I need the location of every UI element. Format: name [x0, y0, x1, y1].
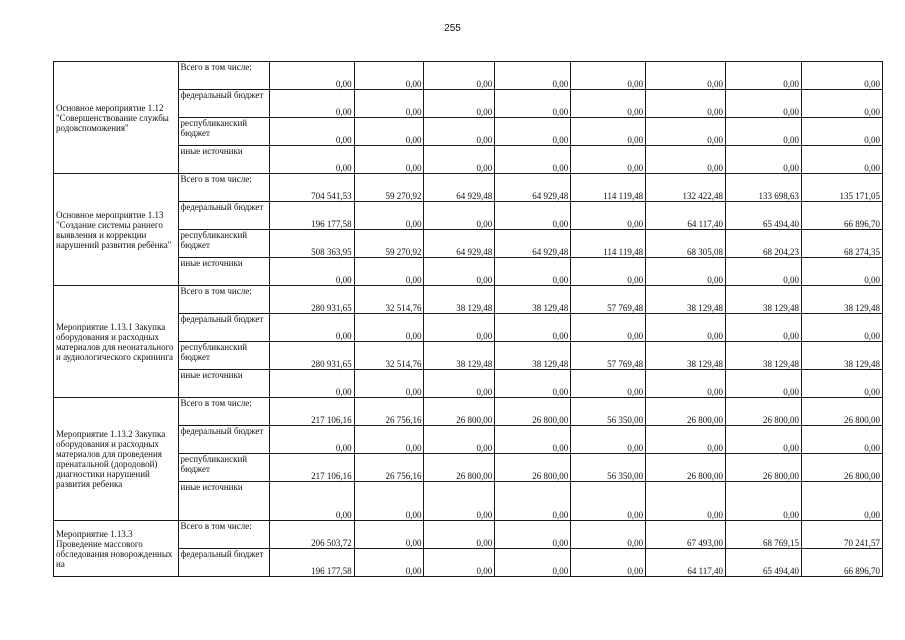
- funding-source-cell: республиканский бюджет: [178, 454, 269, 482]
- amount-cell: 0,00: [726, 118, 802, 146]
- amount-cell: 0,00: [801, 426, 882, 454]
- amount-cell: 26 800,00: [424, 454, 495, 482]
- amount-cell: 0,00: [495, 62, 571, 90]
- amount-cell: 57 769,48: [571, 286, 646, 314]
- amount-cell: 0,00: [354, 426, 424, 454]
- amount-cell: 64 117,40: [646, 549, 726, 577]
- amount-cell: 196 177,58: [269, 549, 354, 577]
- amount-cell: 0,00: [269, 314, 354, 342]
- amount-cell: 38 129,48: [801, 286, 882, 314]
- amount-cell: 0,00: [495, 118, 571, 146]
- amount-cell: 0,00: [269, 370, 354, 398]
- table-row: [54, 454, 883, 482]
- amount-cell: 65 494,40: [726, 549, 802, 577]
- amount-cell: 26 756,16: [354, 398, 424, 426]
- amount-cell: 0,00: [354, 482, 424, 521]
- amount-cell: 0,00: [495, 482, 571, 521]
- measure-title-cell: Основное мероприятие 1.13 "Создание системы раннего выявления и коррекции нарушений развития ребёнка": [54, 174, 179, 286]
- amount-cell: 0,00: [646, 370, 726, 398]
- amount-cell: 26 800,00: [726, 454, 802, 482]
- amount-cell: 0,00: [801, 118, 882, 146]
- amount-cell: 0,00: [424, 314, 495, 342]
- table-row: [54, 426, 883, 454]
- amount-cell: 38 129,48: [726, 342, 802, 370]
- amount-cell: 26 800,00: [646, 398, 726, 426]
- amount-cell: 0,00: [354, 370, 424, 398]
- funding-source-cell: федеральный бюджет: [178, 426, 269, 454]
- funding-source-cell: федеральный бюджет: [178, 314, 269, 342]
- amount-cell: 0,00: [646, 482, 726, 521]
- amount-cell: 64 929,48: [424, 174, 495, 202]
- amount-cell: 0,00: [269, 258, 354, 286]
- page-number: 255: [444, 23, 461, 34]
- amount-cell: 0,00: [269, 90, 354, 118]
- amount-cell: 56 350,00: [571, 398, 646, 426]
- measure-title-cell: Мероприятие 1.13.1 Закупка оборудования и расходных материалов для неонатального и аудиологического скрининга: [54, 286, 179, 398]
- amount-cell: 64 929,48: [495, 230, 571, 258]
- funding-source-cell: иные источники: [178, 146, 269, 174]
- table-row: [54, 342, 883, 370]
- amount-cell: 66 896,70: [801, 202, 882, 230]
- table-row: [54, 549, 883, 577]
- amount-cell: 38 129,48: [424, 342, 495, 370]
- amount-cell: 0,00: [354, 521, 424, 549]
- amount-cell: 26 800,00: [801, 398, 882, 426]
- table-row: [54, 118, 883, 146]
- amount-cell: 26 800,00: [801, 454, 882, 482]
- amount-cell: 57 769,48: [571, 342, 646, 370]
- amount-cell: 0,00: [726, 258, 802, 286]
- amount-cell: 0,00: [571, 482, 646, 521]
- amount-cell: 133 698,63: [726, 174, 802, 202]
- measure-title-cell: Мероприятие 1.13.2 Закупка оборудования и расходных материалов для проведения пренатальной (дородовой) диагностики нарушений развития ребенка: [54, 398, 179, 521]
- amount-cell: 38 129,48: [801, 342, 882, 370]
- amount-cell: 56 350,00: [571, 454, 646, 482]
- amount-cell: 32 514,76: [354, 342, 424, 370]
- amount-cell: 0,00: [726, 90, 802, 118]
- amount-cell: 0,00: [646, 314, 726, 342]
- amount-cell: 0,00: [646, 146, 726, 174]
- amount-cell: 0,00: [571, 202, 646, 230]
- amount-cell: 38 129,48: [495, 286, 571, 314]
- amount-cell: 0,00: [495, 426, 571, 454]
- amount-cell: 132 422,48: [646, 174, 726, 202]
- table-row: [54, 62, 883, 90]
- table-row: [54, 482, 883, 521]
- amount-cell: 0,00: [495, 549, 571, 577]
- amount-cell: 0,00: [726, 426, 802, 454]
- amount-cell: 59 270,92: [354, 230, 424, 258]
- amount-cell: 0,00: [801, 370, 882, 398]
- amount-cell: 65 494,40: [726, 202, 802, 230]
- amount-cell: 0,00: [646, 90, 726, 118]
- amount-cell: 68 305,08: [646, 230, 726, 258]
- amount-cell: 67 493,00: [646, 521, 726, 549]
- amount-cell: 217 106,16: [269, 398, 354, 426]
- table-row: [54, 370, 883, 398]
- amount-cell: 0,00: [424, 426, 495, 454]
- amount-cell: 508 363,95: [269, 230, 354, 258]
- amount-cell: 0,00: [801, 90, 882, 118]
- table-row: [54, 174, 883, 202]
- amount-cell: 0,00: [424, 549, 495, 577]
- amount-cell: 114 119,48: [571, 230, 646, 258]
- amount-cell: 68 204,23: [726, 230, 802, 258]
- amount-cell: 0,00: [495, 370, 571, 398]
- amount-cell: 0,00: [354, 549, 424, 577]
- budget-table: [53, 61, 883, 577]
- amount-cell: 26 800,00: [495, 398, 571, 426]
- amount-cell: 0,00: [495, 521, 571, 549]
- amount-cell: 0,00: [646, 118, 726, 146]
- funding-source-cell: республиканский бюджет: [178, 342, 269, 370]
- amount-cell: 0,00: [726, 482, 802, 521]
- amount-cell: 0,00: [269, 482, 354, 521]
- amount-cell: 280 931,65: [269, 342, 354, 370]
- amount-cell: 26 800,00: [646, 454, 726, 482]
- amount-cell: 26 756,16: [354, 454, 424, 482]
- measure-title-cell: Основное мероприятие 1.12 "Совершенствование службы родовспоможения": [54, 62, 179, 174]
- amount-cell: 0,00: [269, 62, 354, 90]
- amount-cell: 0,00: [801, 62, 882, 90]
- funding-source-cell: Всего в том числе:: [178, 62, 269, 90]
- amount-cell: 0,00: [646, 426, 726, 454]
- amount-cell: 64 929,48: [495, 174, 571, 202]
- amount-cell: 0,00: [354, 118, 424, 146]
- funding-source-cell: Всего в том числе:: [178, 521, 269, 549]
- amount-cell: 0,00: [571, 314, 646, 342]
- amount-cell: 0,00: [495, 258, 571, 286]
- table-row: [54, 202, 883, 230]
- funding-source-cell: Всего в том числе:: [178, 286, 269, 314]
- funding-source-cell: иные источники: [178, 370, 269, 398]
- amount-cell: 0,00: [801, 314, 882, 342]
- funding-source-cell: иные источники: [178, 482, 269, 521]
- amount-cell: 0,00: [495, 202, 571, 230]
- amount-cell: 0,00: [424, 258, 495, 286]
- funding-source-cell: республиканский бюджет: [178, 230, 269, 258]
- amount-cell: 26 800,00: [495, 454, 571, 482]
- funding-source-cell: республиканский бюджет: [178, 118, 269, 146]
- amount-cell: 66 896,70: [801, 549, 882, 577]
- amount-cell: 0,00: [571, 426, 646, 454]
- amount-cell: 26 800,00: [424, 398, 495, 426]
- amount-cell: 0,00: [424, 482, 495, 521]
- amount-cell: 68 769,15: [726, 521, 802, 549]
- amount-cell: 26 800,00: [726, 398, 802, 426]
- amount-cell: 206 503,72: [269, 521, 354, 549]
- amount-cell: 0,00: [571, 521, 646, 549]
- amount-cell: 0,00: [354, 314, 424, 342]
- amount-cell: 38 129,48: [646, 286, 726, 314]
- funding-source-cell: Всего в том числе:: [178, 398, 269, 426]
- amount-cell: 0,00: [726, 146, 802, 174]
- amount-cell: 68 274,35: [801, 230, 882, 258]
- measure-title-cell: Мероприятие 1.13.3 Проведение массового обследования новорожденных на: [54, 521, 179, 577]
- amount-cell: 0,00: [354, 90, 424, 118]
- table-row: [54, 314, 883, 342]
- amount-cell: 64 117,40: [646, 202, 726, 230]
- table-row: [54, 521, 883, 549]
- amount-cell: 0,00: [495, 146, 571, 174]
- amount-cell: 0,00: [726, 62, 802, 90]
- amount-cell: 0,00: [571, 370, 646, 398]
- amount-cell: 135 171,05: [801, 174, 882, 202]
- amount-cell: 280 931,65: [269, 286, 354, 314]
- amount-cell: 38 129,48: [424, 286, 495, 314]
- amount-cell: 0,00: [646, 62, 726, 90]
- amount-cell: 0,00: [424, 521, 495, 549]
- amount-cell: 0,00: [424, 62, 495, 90]
- amount-cell: 0,00: [801, 258, 882, 286]
- table-row: [54, 258, 883, 286]
- amount-cell: 0,00: [495, 90, 571, 118]
- amount-cell: 0,00: [269, 118, 354, 146]
- amount-cell: 0,00: [424, 90, 495, 118]
- table-row: [54, 398, 883, 426]
- amount-cell: 0,00: [726, 370, 802, 398]
- amount-cell: 38 129,48: [726, 286, 802, 314]
- amount-cell: 0,00: [646, 258, 726, 286]
- amount-cell: 0,00: [424, 118, 495, 146]
- table-row: [54, 90, 883, 118]
- funding-source-cell: федеральный бюджет: [178, 202, 269, 230]
- amount-cell: 0,00: [571, 118, 646, 146]
- amount-cell: 59 270,92: [354, 174, 424, 202]
- amount-cell: 0,00: [801, 146, 882, 174]
- amount-cell: 0,00: [424, 202, 495, 230]
- amount-cell: 0,00: [726, 314, 802, 342]
- amount-cell: 0,00: [495, 314, 571, 342]
- amount-cell: 0,00: [354, 62, 424, 90]
- funding-source-cell: федеральный бюджет: [178, 90, 269, 118]
- amount-cell: 0,00: [269, 426, 354, 454]
- funding-source-cell: федеральный бюджет: [178, 549, 269, 577]
- amount-cell: 64 929,48: [424, 230, 495, 258]
- amount-cell: 0,00: [354, 146, 424, 174]
- budget-table-body: [54, 62, 883, 577]
- amount-cell: 0,00: [354, 202, 424, 230]
- amount-cell: 70 241,57: [801, 521, 882, 549]
- amount-cell: 0,00: [801, 482, 882, 521]
- amount-cell: 0,00: [571, 549, 646, 577]
- amount-cell: 0,00: [424, 370, 495, 398]
- amount-cell: 196 177,58: [269, 202, 354, 230]
- amount-cell: 0,00: [571, 146, 646, 174]
- amount-cell: 704 541,53: [269, 174, 354, 202]
- table-row: [54, 146, 883, 174]
- amount-cell: 0,00: [571, 258, 646, 286]
- amount-cell: 38 129,48: [495, 342, 571, 370]
- amount-cell: 114 119,48: [571, 174, 646, 202]
- table-row: [54, 286, 883, 314]
- amount-cell: 0,00: [571, 62, 646, 90]
- amount-cell: 0,00: [354, 258, 424, 286]
- amount-cell: 32 514,76: [354, 286, 424, 314]
- amount-cell: 38 129,48: [646, 342, 726, 370]
- funding-source-cell: иные источники: [178, 258, 269, 286]
- funding-source-cell: Всего в том числе:: [178, 174, 269, 202]
- table-row: [54, 230, 883, 258]
- amount-cell: 0,00: [571, 90, 646, 118]
- amount-cell: 217 106,16: [269, 454, 354, 482]
- amount-cell: 0,00: [424, 146, 495, 174]
- amount-cell: 0,00: [269, 146, 354, 174]
